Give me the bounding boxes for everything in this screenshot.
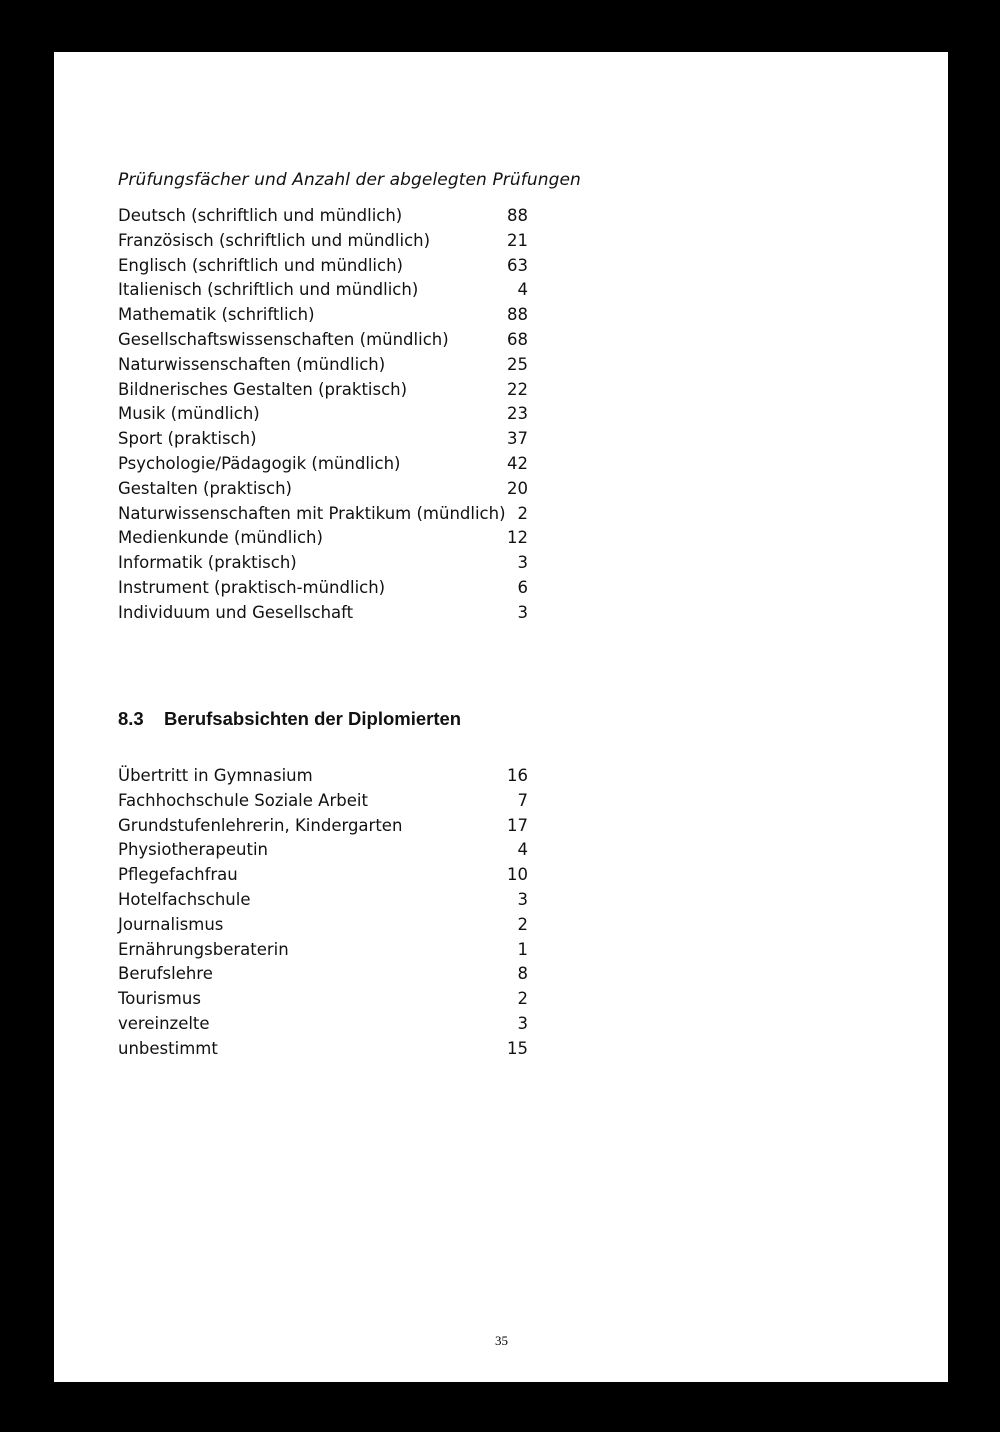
list-item bbox=[118, 254, 528, 279]
exam-count: 2 bbox=[517, 503, 528, 523]
list-item bbox=[118, 1012, 528, 1037]
exam-subject: Psychologie/Pädagogik (mündlich) bbox=[118, 453, 401, 473]
exam-count: 4 bbox=[517, 280, 528, 300]
career-label: Journalismus bbox=[118, 914, 224, 934]
list-item bbox=[118, 526, 528, 551]
exam-count: 20 bbox=[507, 478, 528, 498]
list-item bbox=[118, 987, 528, 1012]
page-number: 35 bbox=[495, 1333, 508, 1348]
exam-count: 3 bbox=[517, 602, 528, 622]
career-label: Tourismus bbox=[118, 989, 201, 1009]
list-item bbox=[118, 888, 528, 913]
list-item bbox=[118, 452, 528, 477]
exam-subject: Sport (praktisch) bbox=[118, 429, 257, 449]
career-label: unbestimmt bbox=[118, 1038, 218, 1058]
list-item bbox=[118, 278, 528, 303]
list-item bbox=[118, 576, 528, 601]
career-label: Grundstufenlehrerin, Kindergarten bbox=[118, 815, 403, 835]
career-count: 15 bbox=[507, 1038, 528, 1058]
exam-count: 68 bbox=[507, 329, 528, 349]
exam-subject: Mathematik (schriftlich) bbox=[118, 305, 315, 325]
list-item bbox=[118, 477, 528, 502]
list-item bbox=[118, 328, 528, 353]
list-item bbox=[118, 962, 528, 987]
exam-count: 21 bbox=[507, 230, 528, 250]
career-count: 16 bbox=[507, 766, 528, 785]
exam-subject: Instrument (praktisch-mündlich) bbox=[118, 577, 386, 597]
list-item bbox=[118, 938, 528, 963]
list-item bbox=[118, 601, 528, 626]
exam-subject: Informatik (praktisch) bbox=[118, 553, 297, 573]
exam-subject: Individuum und Gesellschaft bbox=[118, 602, 354, 622]
exam-count: 25 bbox=[507, 354, 528, 374]
exams-list bbox=[118, 204, 528, 626]
career-label: Fachhochschule Soziale Arbeit bbox=[118, 790, 368, 810]
exam-subject: Medienkunde (mündlich) bbox=[118, 528, 323, 548]
career-count: 2 bbox=[517, 989, 528, 1009]
exam-count: 88 bbox=[507, 206, 528, 225]
section-number: 8.3 bbox=[118, 708, 144, 729]
career-label: Übertritt in Gymnasium bbox=[118, 766, 313, 785]
career-count: 2 bbox=[517, 914, 528, 934]
list-item bbox=[118, 863, 528, 888]
exam-count: 6 bbox=[517, 577, 528, 597]
exam-subject: Naturwissenschaften mit Praktikum (mündlich) bbox=[118, 503, 506, 523]
career-count: 3 bbox=[517, 889, 528, 909]
exam-count: 42 bbox=[507, 453, 528, 473]
list-item bbox=[118, 1037, 528, 1062]
list-item bbox=[118, 789, 528, 814]
list-item bbox=[118, 353, 528, 378]
exam-count: 22 bbox=[507, 379, 528, 399]
list-item bbox=[118, 764, 528, 789]
list-item bbox=[118, 427, 528, 452]
exam-subject: Bildnerisches Gestalten (praktisch) bbox=[118, 379, 408, 399]
list-item bbox=[118, 204, 528, 229]
list-item bbox=[118, 229, 528, 254]
career-count: 7 bbox=[517, 790, 528, 810]
exam-subject: Französisch (schriftlich und mündlich) bbox=[118, 230, 431, 250]
career-label: vereinzelte bbox=[118, 1013, 210, 1033]
exam-subject: Naturwissenschaften (mündlich) bbox=[118, 354, 386, 374]
exam-count: 3 bbox=[517, 553, 528, 573]
exam-subject: Englisch (schriftlich und mündlich) bbox=[118, 255, 403, 275]
list-item bbox=[118, 502, 528, 527]
document-page bbox=[54, 52, 948, 1382]
exam-count: 37 bbox=[507, 429, 528, 449]
career-label: Hotelfachschule bbox=[118, 889, 251, 909]
section-heading bbox=[118, 708, 461, 730]
career-count: 3 bbox=[517, 1013, 528, 1033]
exam-subject: Gestalten (praktisch) bbox=[118, 478, 292, 498]
exam-subject: Italienisch (schriftlich und mündlich) bbox=[118, 280, 419, 300]
career-count: 10 bbox=[507, 865, 528, 885]
exam-subject: Deutsch (schriftlich und mündlich) bbox=[118, 206, 403, 225]
list-item bbox=[118, 551, 528, 576]
list-item bbox=[118, 814, 528, 839]
career-label: Physiotherapeutin bbox=[118, 840, 269, 860]
career-label: Pflegefachfrau bbox=[118, 865, 238, 885]
list-item bbox=[118, 913, 528, 938]
exam-count: 63 bbox=[507, 255, 528, 275]
list-item bbox=[118, 303, 528, 328]
career-count: 4 bbox=[517, 840, 528, 860]
exam-count: 23 bbox=[507, 404, 528, 424]
exam-subject: Gesellschaftswissenschaften (mündlich) bbox=[118, 329, 449, 349]
career-count: 1 bbox=[517, 939, 528, 959]
career-count: 8 bbox=[517, 964, 528, 984]
career-count: 17 bbox=[507, 815, 528, 835]
exams-subtitle: Prüfungsfächer und Anzahl der abgelegten Prüfungen bbox=[118, 170, 581, 190]
section-title: Berufsabsichten der Diplomierten bbox=[164, 708, 462, 729]
list-item bbox=[118, 402, 528, 427]
list-item bbox=[118, 378, 528, 403]
career-label: Ernährungsberaterin bbox=[118, 939, 289, 959]
exam-count: 12 bbox=[507, 528, 528, 548]
career-label: Berufslehre bbox=[118, 964, 213, 984]
exam-count: 88 bbox=[507, 305, 528, 325]
list-item bbox=[118, 838, 528, 863]
exam-subject: Musik (mündlich) bbox=[118, 404, 260, 424]
careers-list bbox=[118, 764, 528, 1062]
